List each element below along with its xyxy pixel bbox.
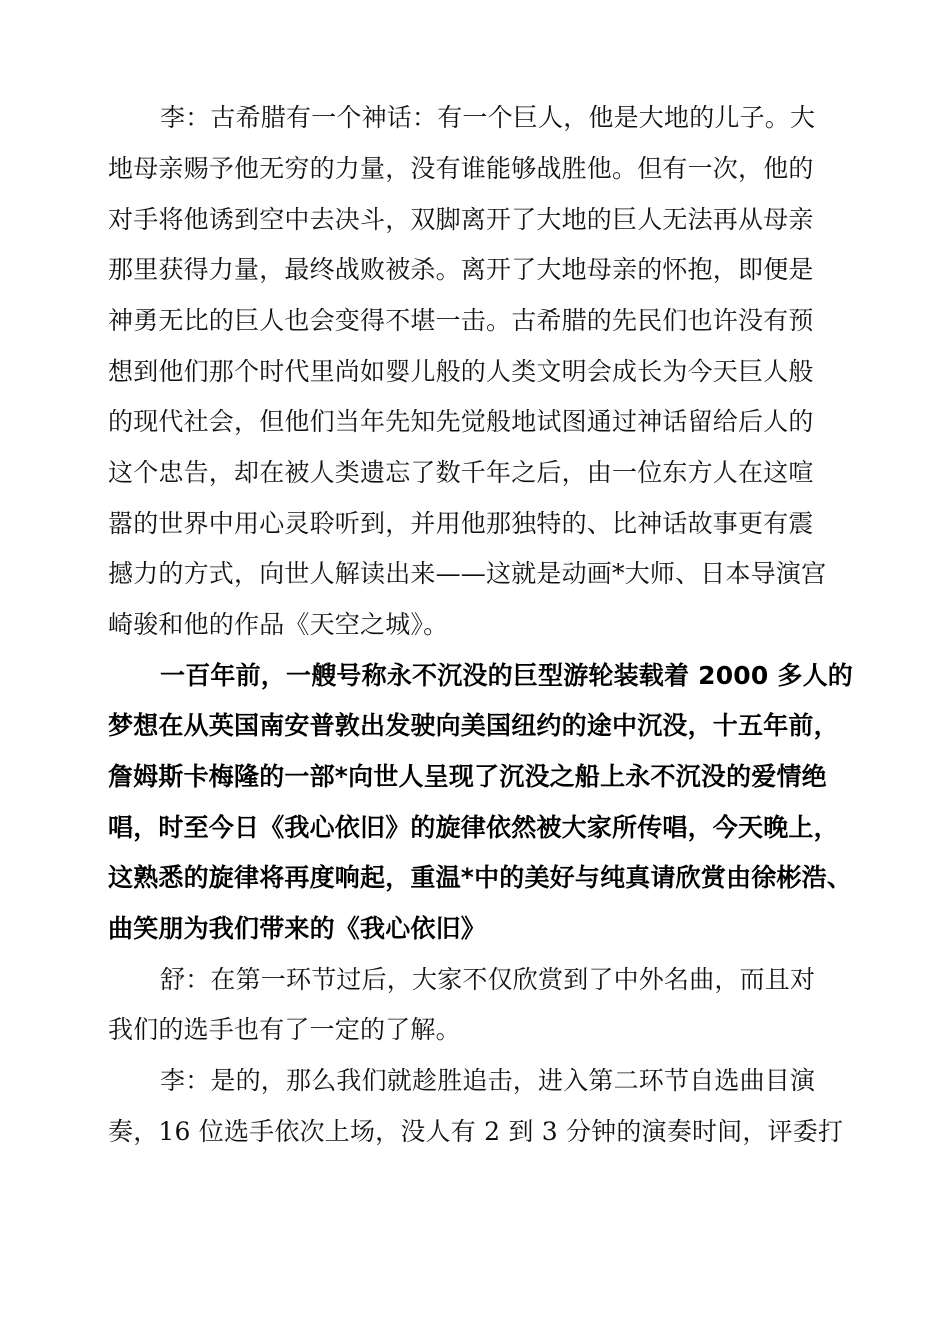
text-line: 曲笑朋为我们带来的《我心依旧》: [108, 914, 487, 943]
text-line: 一百年前，一艘号称永不沉没的巨型游轮装载着 2000 多人的: [160, 661, 853, 690]
text-line: 的现代社会，但他们当年先知先觉般地试图通过神话留给后人的: [108, 407, 814, 436]
text-line: 崎骏和他的作品《天空之城》。: [108, 610, 449, 639]
text-line: 我们的选手也有了一定的了解。: [108, 1015, 461, 1044]
text-line: 地母亲赐予他无穷的力量，没有谁能够战胜他。但有一次，他的: [108, 154, 814, 183]
text-line: 撼力的方式，向世人解读出来——这就是动画*大师、日本导演宫: [108, 559, 827, 588]
text-line: 那里获得力量，最终战败被杀。离开了大地母亲的怀抱，即便是: [108, 255, 814, 284]
text-line: 这个忠告，却在被人类遗忘了数千年之后，由一位东方人在这喧: [108, 458, 814, 487]
text-line: 这熟悉的旋律将再度响起，重温*中的美好与纯真请欣赏由徐彬浩、: [108, 863, 853, 892]
text-line: 舒：在第一环节过后，大家不仅欣赏到了中外名曲，而且对: [160, 965, 816, 994]
text-line: 对手将他诱到空中去决斗，双脚离开了大地的巨人无法再从母亲: [108, 205, 814, 234]
text-line: 神勇无比的巨人也会变得不堪一击。古希腊的先民们也许没有预: [108, 306, 814, 335]
text-line: 想到他们那个时代里尚如婴儿般的人类文明会成长为今天巨人般: [108, 357, 814, 386]
text-line: 嚣的世界中用心灵聆听到，并用他那独特的、比神话故事更有震: [108, 509, 814, 538]
text-line: 詹姆斯卡梅隆的一部*向世人呈现了沉没之船上永不沉没的爱情绝: [108, 762, 827, 791]
text-line: 李：是的，那么我们就趁胜追击，进入第二环节自选曲目演: [160, 1066, 816, 1095]
text-line: 唱，时至今日《我心依旧》的旋律依然被大家所传唱，今天晚上，: [108, 813, 839, 842]
text-line: 李：古希腊有一个神话：有一个巨人，他是大地的儿子。大: [160, 103, 816, 132]
text-line: 奏，16 位选手依次上场，没人有 2 到 3 分钟的演奏时间，评委打: [108, 1117, 844, 1146]
text-line: 梦想在从英国南安普敦出发驶向美国纽约的途中沉没，十五年前，: [108, 711, 839, 740]
